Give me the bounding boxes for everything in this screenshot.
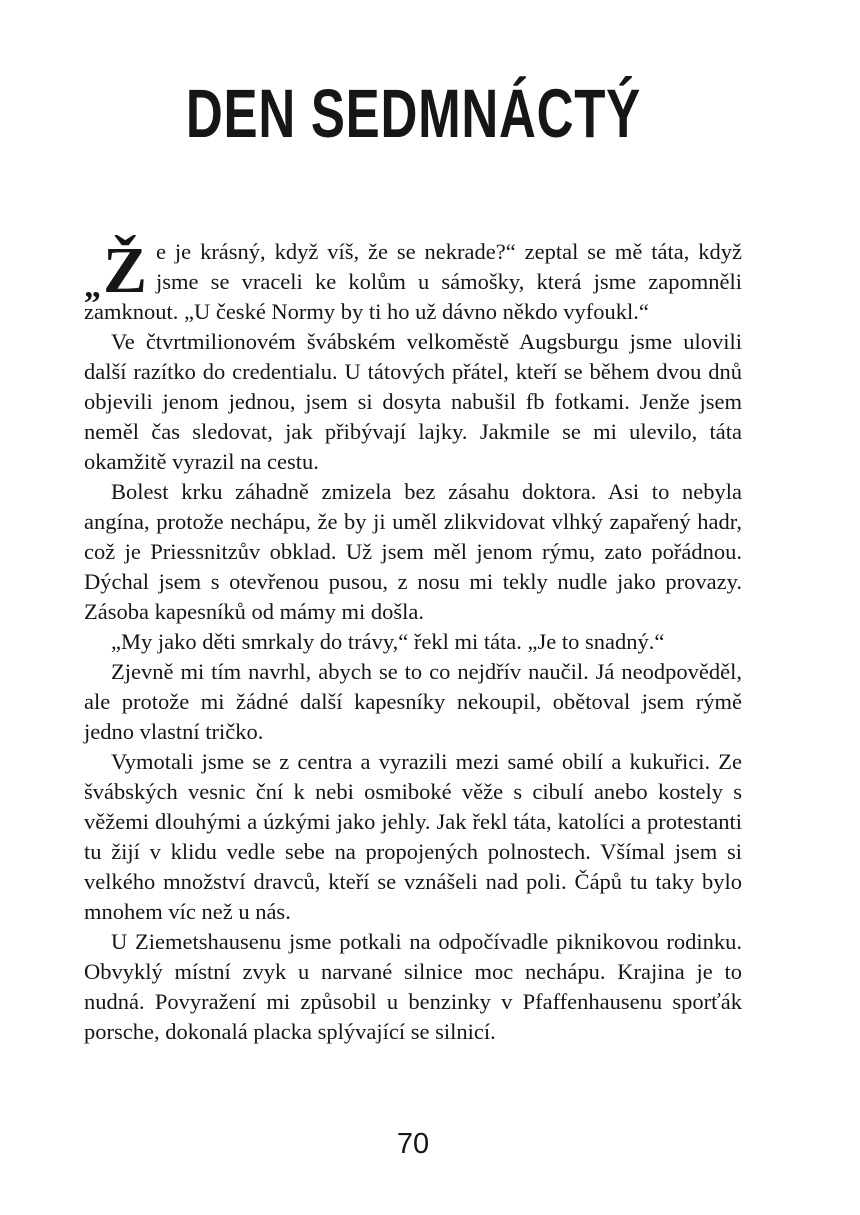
paragraph-text: e je krásný, když víš, že se nekrade?“ zeptal se mě táta, když jsme se vraceli ke kolům u sámošky, která jsme zapomněli zamknout. „U české Normy by ti ho už dávno někdo vyfoukl.“ xyxy=(84,239,742,324)
page-number: 70 xyxy=(396,1128,430,1160)
paragraph xyxy=(84,234,742,327)
paragraph: Ve čtvrtmilionovém švábském velkoměstě Augsburgu jsme ulovili další razítko do credentialu. U tátových přátel, kteří se během dvou dnů objevili jenom jednou, jsem si dosyta nabušil fb fotkami. Jenže jsem neměl čas sledovat, jak přibývají lajky. Jakmile se mi ulevilo, táta okamžitě vyrazil na cestu. xyxy=(84,329,742,474)
chapter-title-text: DEN SEDMNÁCTÝ xyxy=(185,75,641,152)
paragraph: „My jako děti smrkaly do trávy,“ řekl mi táta. „Je to snadný.“ xyxy=(111,629,665,654)
drop-cap-letter: Ž xyxy=(103,234,148,307)
drop-cap xyxy=(84,234,148,307)
drop-cap-open-quote: „ xyxy=(84,267,101,305)
paragraph: Bolest krku záhadně zmizela bez zásahu doktora. Asi to nebyla angína, protože nechápu, že by ji uměl zlikvidovat vlhký zapařený hadr, což je Priessnitzův obklad. Už jsem měl jenom rýmu, zato pořádnou. Dýchal jsem s otevřenou pusou, z nosu mi tekly nudle jako provazy. Zásoba kapesníků od mámy mi došla. xyxy=(84,479,742,624)
paragraph: Zjevně mi tím navrhl, abych se to co nejdřív naučil. Já neodpověděl, ale protože mi žádné další kapesníky nekoupil, obětoval jsem rýmě jedno vlastní tričko. xyxy=(84,659,742,744)
paragraph: Vymotali jsme se z centra a vyrazili mezi samé obilí a kukuřici. Ze švábských vesnic ční k nebi osmiboké věže s cibulí anebo kostely s věžemi dlouhými a úzkými jako jehly. Jak řekl táta, katolíci a protestanti tu žijí v klidu vedle sebe na propojených polnostech. Všímal jsem si velkého množství dravců, kteří se vznášeli nad poli. Čápů tu taky bylo mnohem víc než u nás. xyxy=(84,749,742,924)
body-text xyxy=(84,234,742,1047)
paragraph: U Ziemetshausenu jsme potkali na odpočívadle piknikovou rodinku. Obvyklý místní zvyk u narvané silnice moc nechápu. Krajina je to nudná. Povyražení mi způsobil u benzinky v Pfaffenhausenu sporťák porsche, dokonalá placka splývající se silnicí. xyxy=(84,929,742,1044)
chapter-title xyxy=(84,74,742,153)
